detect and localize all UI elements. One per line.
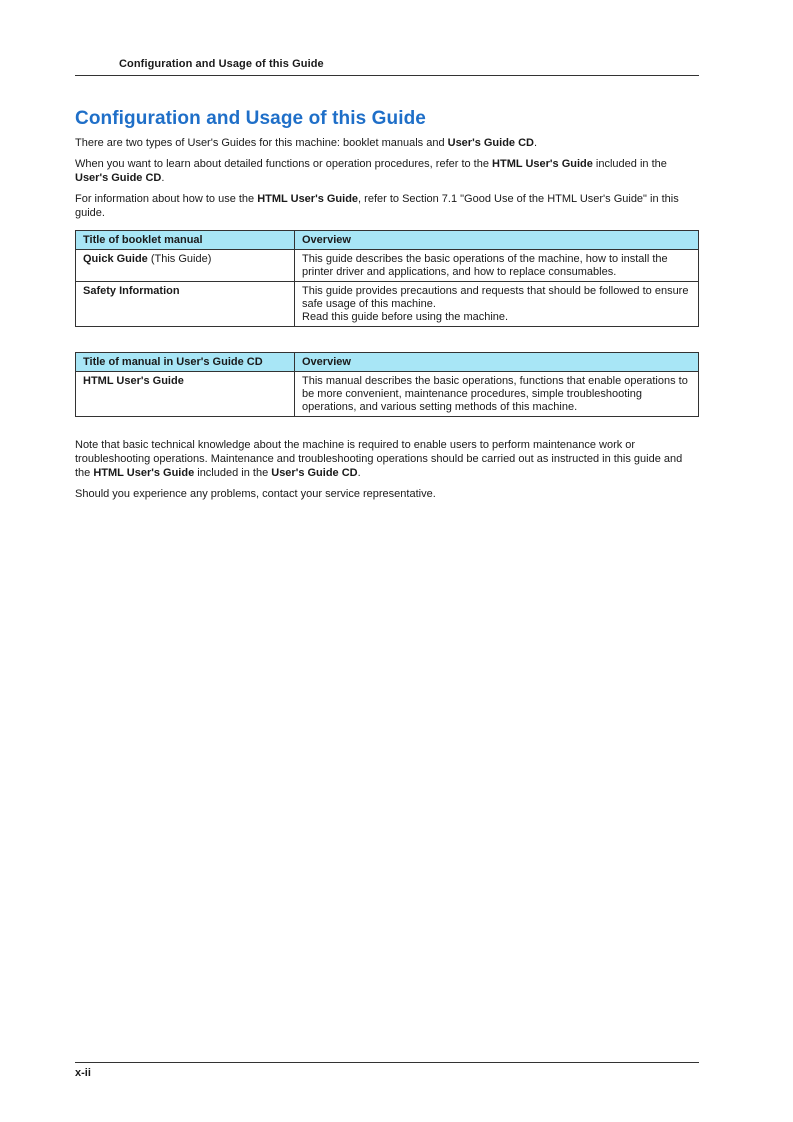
manual-title: Quick Guide (83, 253, 148, 265)
note-paragraph (75, 438, 699, 480)
overview-text: This guide describes the basic operations of the machine, how to install the printer driver and applications, and how to replace consumables. (302, 253, 668, 278)
text-run: . (357, 467, 361, 479)
text-run: Note that basic technical knowledge about the machine is required to enable users to perform maintenance work or troubleshooting operations. Maintenance and troubleshooting operations should be carried out as instructed in this guide and the (75, 439, 683, 479)
bold-term: HTML User's Guide (492, 158, 593, 170)
table-row (76, 250, 699, 282)
bold-term: User's Guide CD (271, 467, 358, 479)
text-run: included in the (194, 467, 272, 479)
intro-paragraph-2 (75, 157, 699, 185)
column-header-title: Title of booklet manual (76, 231, 295, 250)
table-row (76, 372, 699, 417)
running-header: Configuration and Usage of this Guide (119, 58, 324, 70)
overview-cell (295, 282, 699, 327)
column-header-title: Title of manual in User's Guide CD (76, 353, 295, 372)
header-divider (75, 75, 699, 76)
manual-title-note: (This Guide) (147, 253, 212, 265)
manual-title-cell (76, 372, 295, 417)
booklet-manuals-table (75, 230, 699, 327)
column-header-overview: Overview (295, 231, 699, 250)
bold-term: User's Guide CD (75, 172, 162, 184)
contact-paragraph: Should you experience any problems, contact your service representative. (75, 488, 436, 500)
overview-cell (295, 250, 699, 282)
manual-title-cell (76, 282, 295, 327)
overview-cell (295, 372, 699, 417)
page-content (75, 108, 699, 508)
text-run: There are two types of User's Guides for this machine: booklet manuals and (75, 137, 448, 149)
overview-text: This manual describes the basic operations, functions that enable operations to be more convenient, maintenance procedures, simple troubleshooting operations, and various setting methods of this machine. (302, 375, 688, 413)
table-row (76, 282, 699, 327)
intro-paragraph-3 (75, 192, 699, 220)
bold-term: User's Guide CD (447, 137, 534, 149)
text-run: . (534, 137, 538, 149)
bold-term: HTML User's Guide (93, 467, 195, 479)
text-run: When you want to learn about detailed functions or operation procedures, refer to the (75, 158, 493, 170)
text-run: , refer to Section 7.1 "Good Use of the HTML User's Guide" in this guide. (75, 193, 679, 219)
intro-paragraph-1 (75, 136, 699, 150)
bold-term: HTML User's Guide (257, 193, 359, 205)
text-run: included in the (592, 158, 667, 170)
overview-text: This guide provides precautions and requests that should be followed to ensure safe usage of this machine. (302, 285, 689, 310)
footer-divider (75, 1062, 699, 1063)
manual-title: HTML User's Guide (83, 375, 184, 387)
page-number: x-ii (75, 1067, 91, 1079)
cd-manuals-table (75, 352, 699, 417)
table-header-row (76, 353, 699, 372)
page-title: Configuration and Usage of this Guide (75, 108, 426, 129)
column-header-overview: Overview (295, 353, 699, 372)
text-run: For information about how to use the (75, 193, 258, 205)
text-run: . (161, 172, 165, 184)
manual-title: Safety Information (83, 285, 180, 297)
table-header-row (76, 231, 699, 250)
overview-text: Read this guide before using the machine. (302, 311, 509, 323)
manual-title-cell (76, 250, 295, 282)
